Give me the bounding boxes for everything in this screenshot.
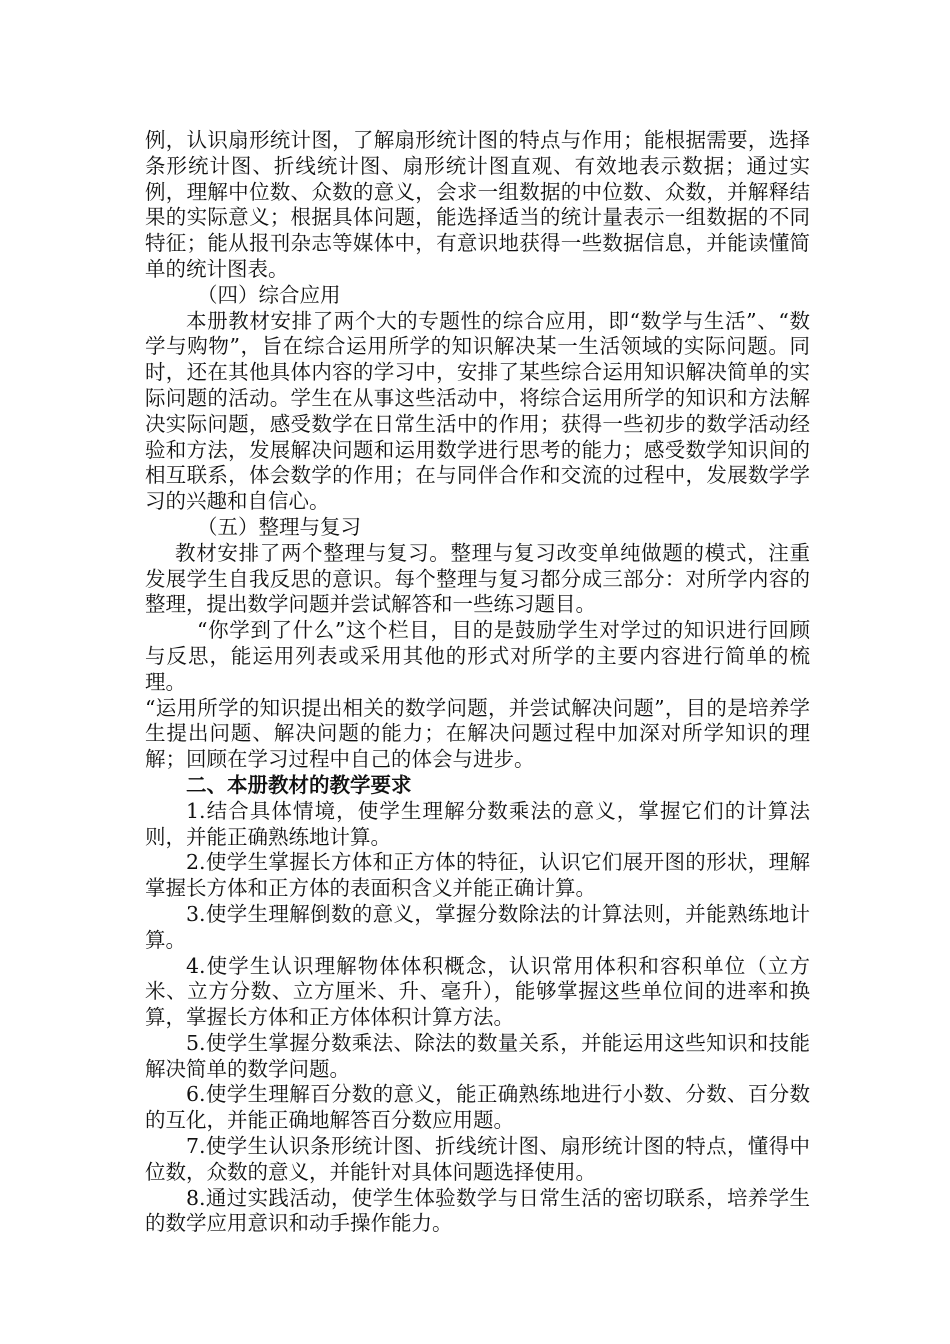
paragraph-review-what-learned: “你学到了什么”这个栏目，目的是鼓励学生对学过的知识进行回顾与反思，能运用列表或采用其他的形式对所学的主要内容进行简单的梳理。 (145, 618, 810, 694)
section-heading-review: （五）整理与复习 (197, 514, 361, 539)
paragraph-review-intro: 教材安排了两个整理与复习。整理与复习改变单纯做题的模式，注重发展学生自我反思的意识。每个整理与复习都分成三部分：对所学内容的整理，提出数学问题并尝试解答和一些练习题目。 (145, 540, 810, 617)
requirement-item-4: 4.使学生认识理解物体体积概念，认识常用体积和容积单位（立方米、立方分数、立方厘米、升、毫升），能够掌握这些单位间的进率和换算，掌握长方体和正方体体积计算方法。 (145, 953, 810, 1030)
requirement-item-5: 5.使学生掌握分数乘法、除法的数量关系，并能运用这些知识和技能解决简单的数学问题。 (145, 1030, 810, 1081)
paragraph-applied: 本册教材安排了两个大的专题性的综合应用，即“数学与生活”、“数学与购物”，旨在综合运用所学的知识解决某一生活领域的实际问题。同时，还在其他具体内容的学习中，安排了某些综合运用知识解决简单的实际问题的活动。学生在从事这些活动中，将综合运用所学的知识和方法解决实际问题，感受数学在日常生活中的作用；获得一些初步的数学活动经验和方法，发展解决问题和运用数学进行思考的能力；感受数学知识间的相互联系，体会数学的作用；在与同伴合作和交流的过程中，发展数学学习的兴趣和自信心。 (145, 308, 810, 514)
requirement-item-2: 2.使学生掌握长方体和正方体的特征，认识它们展开图的形状，理解掌握长方体和正方体的表面积含义并能正确计算。 (145, 850, 810, 901)
requirement-item-7: 7.使学生认识条形统计图、折线统计图、扇形统计图的特点，懂得中位数，众数的意义，并能针对具体问题选择使用。 (145, 1134, 810, 1184)
chapter-heading-requirements: 二、本册教材的教学要求 (186, 772, 412, 797)
requirement-item-1: 1.结合具体情境，使学生理解分数乘法的意义，掌握它们的计算法则，并能正确熟练地计算。 (145, 798, 810, 849)
document-body (145, 128, 810, 1237)
paragraph-review-problems: “运用所学的知识提出相关的数学问题，并尝试解决问题”，目的是培养学生提出问题、解决问题的能力；在解决问题过程中加深对所学知识的理解；回顾在学习过程中自己的体会与进步。 (145, 695, 810, 772)
requirement-item-3: 3.使学生理解倒数的意义，掌握分数除法的计算法则，并能熟练地计算。 (145, 901, 810, 952)
section-heading-applied: （四）综合应用 (197, 282, 341, 307)
paragraph-statistics-continued: 例，认识扇形统计图，了解扇形统计图的特点与作用；能根据需要，选择条形统计图、折线统计图、扇形统计图直观、有效地表示数据；通过实例，理解中位数、众数的意义，会求一组数据的中位数、众数，并解释结果的实际意义；根据具体问题，能选择适当的统计量表示一组数据的不同特征；能从报刊杂志等媒体中，有意识地获得一些数据信息，并能读懂简单的统计图表。 (145, 128, 810, 281)
requirement-item-8: 8.通过实践活动，使学生体验数学与日常生活的密切联系，培养学生的数学应用意识和动手操作能力。 (145, 1185, 810, 1236)
requirement-item-6: 6.使学生理解百分数的意义，能正确熟练地进行小数、分数、百分数的互化，并能正确地解答百分数应用题。 (145, 1082, 810, 1133)
